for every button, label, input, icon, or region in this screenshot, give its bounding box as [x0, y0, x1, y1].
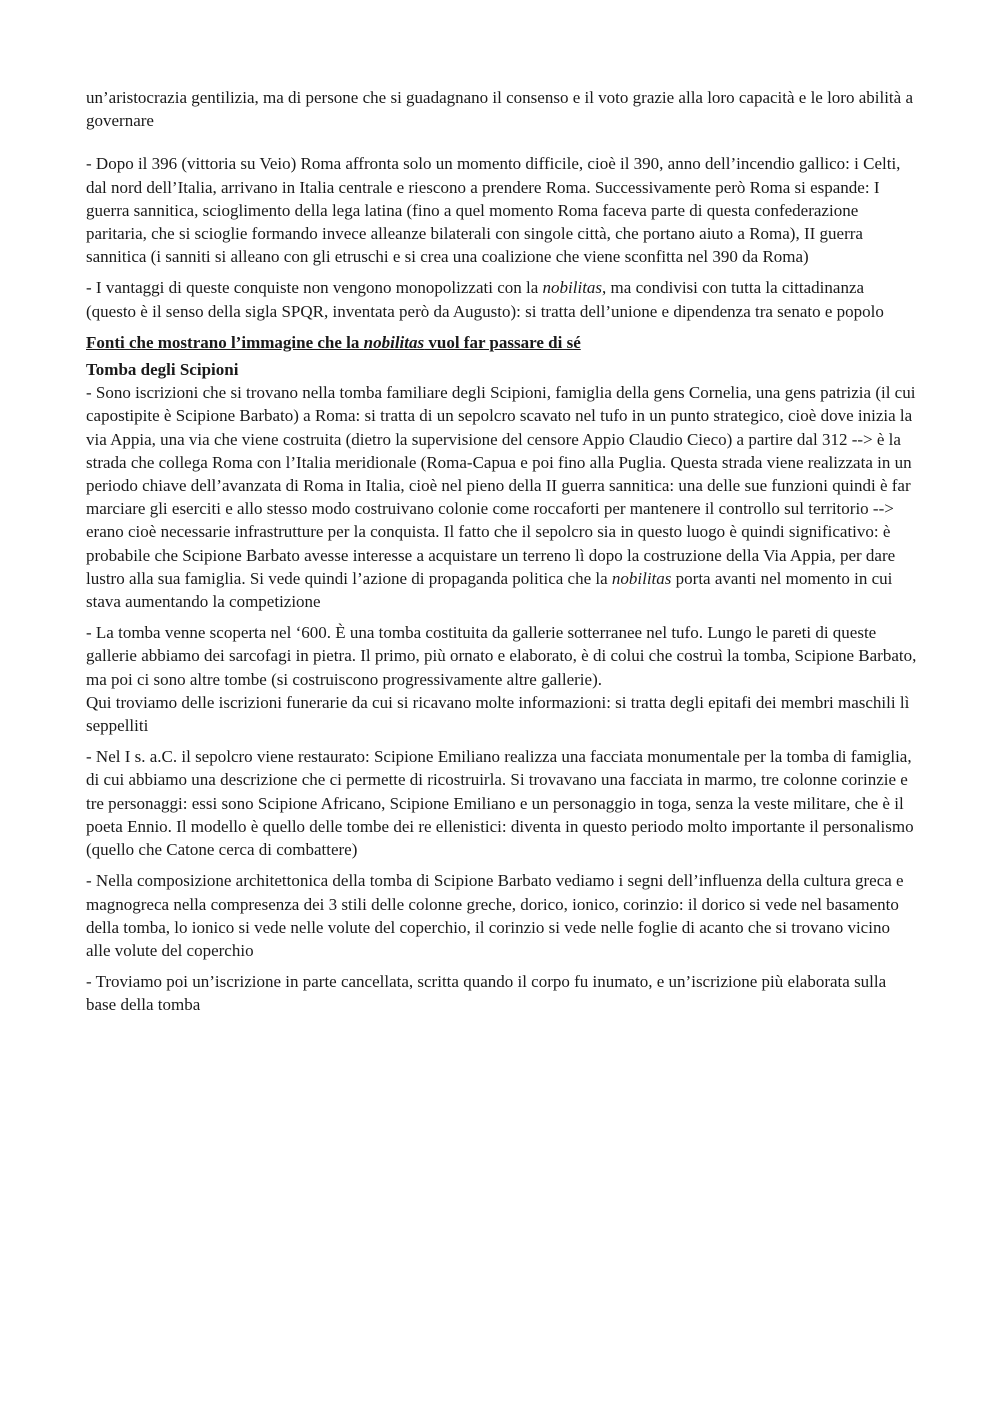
paragraph-aristocrazia: un’aristocrazia gentilizia, ma di persone che si guadagnano il consenso e il voto grazie alla loro capacità e le loro abilità a governare: [86, 88, 913, 131]
section-heading-term: nobilitas: [363, 332, 425, 352]
paragraph-vantaggi-text-a: - I vantaggi di queste conquiste non vengono monopolizzati con la: [86, 278, 543, 298]
paragraph-stili: - Nella composizione architettonica della tomba di Scipione Barbato vediamo i segni dell’influenza della cultura greca e magnogreca nella compresenza dei 3 stili delle colonne greche, dorico, ionico, corinzio: il dorico si vede nel basamento della tomba, lo ionico si vede nelle volute del coperchio, il corinzio si vede nelle foglie di acanto che si trovano vicino alle volute del coperchio: [86, 871, 904, 960]
paragraph-scoperta: [86, 621, 918, 737]
term-nobilitas: nobilitas: [611, 568, 672, 588]
paragraph-conquiste: - Dopo il 396 (vittoria su Veio) Roma affronta solo un momento difficile, cioè il 390, anno dell’incendio gallico: i Celti, dal nord dell’Italia, arrivano in Italia centrale e riescono a prendere Roma. Successivamente però Roma si espande: I guerra sannitica, scioglimento della lega latina (fino a quel momento Roma faceva parte di questa confederazione paritaria, che si scioglie formando invece alleanze bilaterali con singole città, che portano aiuto a Roma), II guerra sannitica (i sanniti si alleano con gli etruschi e si crea una coalizione che viene sconfitta nel 390 da Roma): [86, 154, 901, 267]
paragraph-iscrizioni: [86, 381, 918, 613]
paragraph-iscrizioni-text-a: - Sono iscrizioni che si trovano nella tomba familiare degli Scipioni, famiglia della gens Cornelia, una gens patrizia (il cui capostipite è Scipione Barbato) a Roma: si tratta di un sepolcro scavato nel tufo in un punto strategico, cioè dove inizia la via Appia, una via che viene costruita (dietro la supervisione del censore Appio Claudio Cieco) a partire dal 312 --> è la strada che collega Roma con l’Italia meridionale (Roma-Capua e poi fino alla Puglia. Questa strada viene realizzata in un periodo chiave dell’avanzata di Roma in Italia, cioè nel pieno della II guerra sannitica: una delle sue funzioni quindi è far marciare gli eserciti e allo stesso modo costruivano colonie come roccaforti per mantenere il controllo sul territorio --> erano cioè necessarie infrastrutture per la conquista. Il fatto che il sepolcro sia in questo luogo è quindi significativo: è probabile che Scipione Barbato avesse interesse a acquistare un terreno lì dopo la costruzione della Via Appia, per dare lustro alla sua famiglia. Si vede quindi l’azione di propaganda politica che la: [86, 383, 916, 588]
paragraph-vantaggi-text-c: , ma condivisi con tutta la cittadinanza (questo è il senso della sigla SPQR, inventata però da Augusto): si tratta dell’unione e dipendenza tra senato e popolo: [86, 278, 884, 321]
subsection-heading: Tomba degli Scipioni: [86, 360, 239, 380]
section-heading-text-a: Fonti che mostrano l’immagine che la: [86, 332, 364, 352]
paragraph-iscrizioni-text-c: porta avanti nel momento in cui stava aumentando la competizione: [86, 568, 893, 612]
paragraph-iscrizione-cancellata: - Troviamo poi un’iscrizione in parte cancellata, scritta quando il corpo fu inumato, e un’iscrizione più elaborata sulla base della tomba: [86, 972, 887, 1015]
section-heading: [86, 331, 918, 354]
paragraph-vantaggi: [86, 276, 918, 322]
paragraph-scoperta-text-b: Qui troviamo delle iscrizioni funerarie da cui si ricavano molte informazioni: si tratta degli epitafi dei membri maschili lì seppelliti: [86, 692, 910, 736]
section-heading-text-c: vuol far passare di sé: [424, 332, 581, 352]
paragraph-restauro: - Nel I s. a.C. il sepolcro viene restaurato: Scipione Emiliano realizza una facciata monumentale per la tomba di famiglia, di cui abbiamo una descrizione che ci permette di ricostruirla. Si trovavano una facciata in marmo, tre colonne corinzie e tre personaggi: essi sono Scipione Africano, Scipione Emiliano e un personaggio in toga, senza la veste militare, che è il poeta Ennio. Il modello è quello delle tombe dei re ellenistici: diventa in questo periodo molto importante il personalismo (quello che Catone cerca di combattere): [86, 747, 914, 860]
paragraph-scoperta-text-a: - La tomba venne scoperta nel ‘600. È una tomba costituita da gallerie sotterranee nel tufo. Lungo le pareti di queste gallerie abbiamo dei sarcofagi in pietra. Il primo, più ornato e elaborato, è di colui che costruì la tomba, Scipione Barbato, ma poi ci sono altre tombe (si costruiscono progressivamente altre gallerie).: [86, 623, 917, 689]
document-page: [86, 86, 918, 1025]
term-nobilitas: nobilitas: [542, 278, 603, 298]
